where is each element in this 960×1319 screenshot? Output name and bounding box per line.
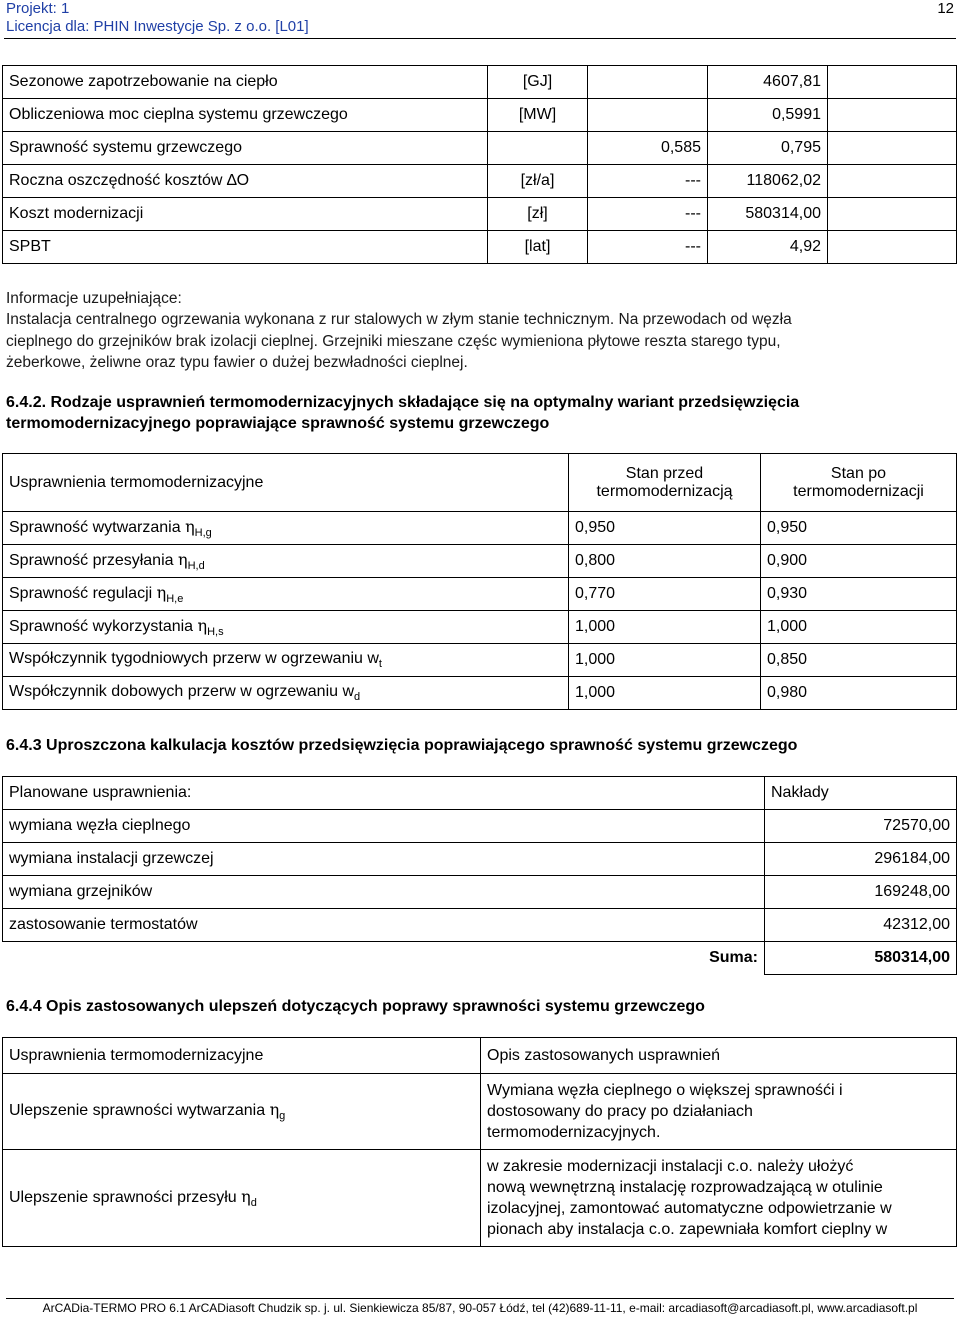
cost-row: [3, 909, 957, 942]
page-number: 12: [937, 0, 954, 17]
summary-row: [3, 99, 957, 132]
col-header: Usprawnienia termomodernizacyjne: [3, 1038, 481, 1074]
efficiency-after: 1,000: [761, 611, 957, 644]
summary-unit: [zł]: [488, 198, 588, 231]
summary-row: [3, 165, 957, 198]
summary-blank: [828, 132, 957, 165]
efficiency-label: [3, 677, 569, 710]
efficiency-before: 0,800: [569, 545, 761, 578]
subscript: H,e: [166, 593, 184, 606]
eta-symbol: η: [241, 1186, 251, 1206]
summary-row: [3, 198, 957, 231]
description-text: [481, 1074, 957, 1150]
efficiency-label: [3, 611, 569, 644]
cost-row: [3, 810, 957, 843]
subscript: d: [354, 691, 361, 704]
info-line: żeberkowe, żeliwne oraz typu fawier o dużej bezwładności cieplnej.: [6, 354, 468, 371]
description-table: [2, 1037, 957, 1247]
summary-after: 0,5991: [708, 99, 828, 132]
sum-label: Suma:: [3, 942, 765, 975]
cost-label: wymiana węzła cieplnego: [3, 810, 765, 843]
summary-label: Sezonowe zapotrzebowanie na ciepło: [3, 66, 488, 99]
eta-symbol: η: [269, 1100, 280, 1120]
cost-value: 42312,00: [765, 909, 957, 942]
efficiency-before: 1,000: [569, 677, 761, 710]
description-text: [481, 1150, 957, 1247]
summary-row: [3, 231, 957, 264]
efficiency-row: [3, 644, 957, 677]
eta-symbol: η: [197, 615, 208, 635]
description-line: termomodernizacyjnych.: [487, 1124, 661, 1141]
description-line: nową wewnętrzną instalację rozprowadzającą w otulinie: [487, 1179, 883, 1196]
summary-unit: [lat]: [488, 231, 588, 264]
summary-blank: [828, 231, 957, 264]
subscript: H,s: [207, 626, 224, 639]
label-text: Sprawność regulacji: [9, 584, 157, 602]
cost-label: wymiana grzejników: [3, 876, 765, 909]
cost-row: [3, 843, 957, 876]
col-header: Nakłady: [765, 777, 957, 810]
label-text: Sprawność wykorzystania: [9, 617, 198, 635]
cost-sum-row: [3, 942, 957, 975]
efficiency-after: 0,850: [761, 644, 957, 677]
cost-row: [3, 876, 957, 909]
cost-table: [2, 776, 957, 975]
subscript: H,g: [194, 527, 212, 540]
efficiency-label: [3, 545, 569, 578]
summary-unit: [zł/a]: [488, 165, 588, 198]
summary-after: 4,92: [708, 231, 828, 264]
label-text: Sprawność przesyłania: [9, 551, 178, 569]
description-row: [3, 1074, 957, 1150]
summary-before: ---: [588, 231, 708, 264]
col-header: Opis zastosowanych usprawnień: [481, 1038, 957, 1074]
eta-symbol: η: [177, 549, 188, 569]
summary-after: 580314,00: [708, 198, 828, 231]
summary-after: 0,795: [708, 132, 828, 165]
header-license: Licencja dla: PHIN Inwestycje Sp. z o.o. [L01]: [6, 18, 309, 35]
efficiency-before: 0,950: [569, 512, 761, 545]
efficiency-row: [3, 578, 957, 611]
summary-before: [588, 66, 708, 99]
cost-value: 296184,00: [765, 843, 957, 876]
efficiency-label: [3, 644, 569, 677]
efficiency-before: 1,000: [569, 611, 761, 644]
subscript: g: [279, 1110, 286, 1123]
subscript: d: [250, 1197, 257, 1210]
cost-value: 169248,00: [765, 876, 957, 909]
efficiency-label: [3, 578, 569, 611]
col-header-before: Stan przed termomodernizacją: [569, 454, 761, 512]
label-text: Ulepszenie sprawności wytwarzania: [9, 1102, 270, 1120]
description-label: [3, 1150, 481, 1247]
subscript: t: [378, 658, 382, 671]
summary-row: [3, 132, 957, 165]
summary-blank: [828, 99, 957, 132]
info-title: Informacje uzupełniające:: [6, 290, 182, 307]
col-header: Planowane usprawnienia:: [3, 777, 765, 810]
efficiency-before: 1,000: [569, 644, 761, 677]
summary-unit: [488, 132, 588, 165]
efficiency-after: 0,950: [761, 512, 957, 545]
summary-after: 118062,02: [708, 165, 828, 198]
efficiency-after: 0,900: [761, 545, 957, 578]
efficiency-after: 0,930: [761, 578, 957, 611]
cost-header-row: [3, 777, 957, 810]
description-line: w zakresie modernizacji instalacji c.o. należy ułożyć: [487, 1158, 854, 1175]
label-text: Ulepszenie sprawności przesyłu: [9, 1188, 242, 1206]
description-line: pionach aby instalacja c.o. zapewniała komfort cieplny w: [487, 1221, 888, 1238]
eta-symbol: η: [156, 582, 167, 602]
summary-blank: [828, 66, 957, 99]
efficiency-row: [3, 677, 957, 710]
subscript: H,d: [187, 560, 205, 573]
info-line: Instalacja centralnego ogrzewania wykonana z rur stalowych w złym stanie technicznym. Na przewodach od węzła: [6, 311, 792, 328]
description-line: Wymiana węzła cieplnego o większej sprawnośći i: [487, 1082, 843, 1099]
description-line: izolacyjnej, zamontować automatyczne odpowietrzanie w: [487, 1200, 892, 1217]
description-line: dostosowany do pracy po działaniach: [487, 1103, 753, 1120]
section-heading-644: 6.4.4 Opis zastosowanych ulepszeń dotyczących poprawy sprawności systemu grzewczego: [6, 998, 705, 1015]
col-header-after: Stan po termomodernizacji: [761, 454, 957, 512]
description-label: [3, 1074, 481, 1150]
header-rule: [4, 38, 956, 39]
summary-before: [588, 99, 708, 132]
efficiency-table: [2, 453, 957, 710]
summary-before: ---: [588, 198, 708, 231]
cost-label: wymiana instalacji grzewczej: [3, 843, 765, 876]
summary-blank: [828, 198, 957, 231]
summary-unit: [MW]: [488, 99, 588, 132]
section-heading-643: 6.4.3 Uproszczona kalkulacja kosztów przedsięwzięcia poprawiającego sprawność systemu grzewczego: [6, 737, 798, 754]
summary-after: 4607,81: [708, 66, 828, 99]
efficiency-before: 0,770: [569, 578, 761, 611]
efficiency-row: [3, 512, 957, 545]
eta-symbol: η: [185, 516, 195, 536]
col-header: Usprawnienia termomodernizacyjne: [3, 454, 569, 512]
sum-value: 580314,00: [765, 942, 957, 975]
summary-before: 0,585: [588, 132, 708, 165]
header-project: Projekt: 1: [6, 0, 70, 17]
efficiency-row: [3, 545, 957, 578]
efficiency-row: [3, 611, 957, 644]
summary-table: [2, 65, 957, 264]
summary-blank: [828, 165, 957, 198]
label-text: Współczynnik dobowych przerw w ogrzewaniu w: [9, 682, 355, 700]
label-text: Sprawność wytwarzania: [9, 518, 186, 536]
label-text: Współczynnik tygodniowych przerw w ogrzewaniu w: [9, 649, 379, 667]
summary-label: Obliczeniowa moc cieplna systemu grzewczego: [3, 99, 488, 132]
summary-label: SPBT: [3, 231, 488, 264]
footer: ArCADia-TERMO PRO 6.1 ArCADiasoft Chudzik sp. j. ul. Sienkiewicza 85/87, 90-057 Łódź, tel (42)689-11-11, e-mail: arcadiasoft@arcadiasoft.pl, www.arcadiasoft.pl: [6, 1298, 954, 1315]
summary-label: Sprawność systemu grzewczego: [3, 132, 488, 165]
efficiency-after: 0,980: [761, 677, 957, 710]
summary-row: [3, 66, 957, 99]
description-row: [3, 1150, 957, 1247]
summary-label: Koszt modernizacji: [3, 198, 488, 231]
cost-label: zastosowanie termostatów: [3, 909, 765, 942]
section-heading-642: 6.4.2. Rodzaje usprawnień termomodernizacyjnych składające się na optymalny wariant przedsięwzięcia: [6, 394, 800, 411]
section-heading-642-cont: termomodernizacyjnego poprawiające sprawność systemu grzewczego: [6, 415, 550, 432]
cost-value: 72570,00: [765, 810, 957, 843]
summary-label: Roczna oszczędność kosztów ∆O: [3, 165, 488, 198]
summary-before: ---: [588, 165, 708, 198]
info-line: cieplnego do grzejników brak izolacji cieplnej. Grzejniki mieszane częśc wymieniona płytowe reszta starego typu,: [6, 333, 781, 350]
efficiency-label: [3, 512, 569, 545]
summary-unit: [GJ]: [488, 66, 588, 99]
